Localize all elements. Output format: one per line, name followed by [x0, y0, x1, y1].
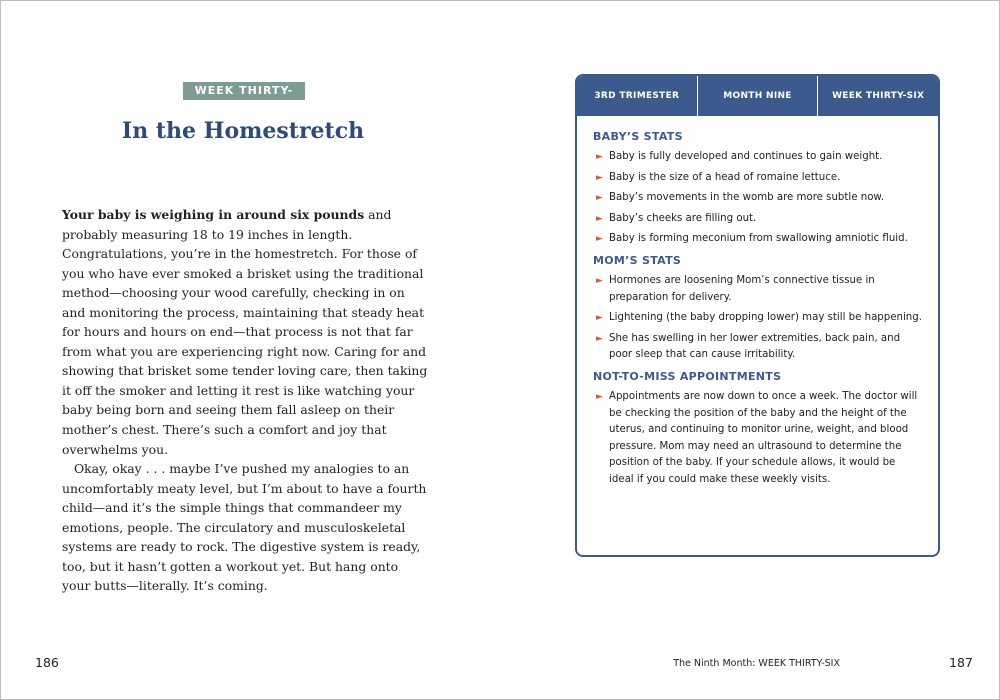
bullet-arrow-icon: ►	[596, 152, 603, 162]
appointments-heading: NOT-TO-MISS APPOINTMENTS	[593, 369, 782, 383]
tab-week: WEEK THIRTY-SIX	[832, 91, 925, 101]
paragraph-2: Okay, okay . . . maybe I’ve pushed my analogies to an uncomfortably meaty level, but I’m about to have a fourth child—and it’s the simple things that commandeer my emotions, people. The circulatory and musculoskeletal systems are ready to rock. The digestive system is ready, too, but it hasn’t gotten a workout yet. But hang onto your butts—literally. It’s coming.	[62, 461, 427, 594]
paragraph-1-text: and probably measuring 18 to 19 inches in length. Congratulations, you’re in the homestretch. For those of you who have ever smoked a brisket using the traditional method—choosing your wood carefully, checking in on and monitoring the process, maintaining that steady heat for hours and hours on end—that process is not that far from what you are experiencing right now. Caring for and showing that brisket some tender loving care, then taking it off the smoker and letting it rest is like watching your baby being born and seeing them fall asleep on their mother’s chest. There’s such a comfort and joy that overwhelms you.	[62, 207, 428, 457]
week-tag: WEEK THIRTY-SIX	[183, 82, 305, 100]
lede-text: Your baby is weighing in around six pounds	[62, 207, 365, 222]
list-item: ► Hormones are loosening Mom’s connective tissue in preparation for delivery.	[596, 274, 875, 303]
list-item: ► Baby is the size of a head of romaine lettuce.	[593, 170, 922, 187]
list-item: ► Baby is fully developed and continues to gain weight.	[593, 149, 922, 166]
bullet-arrow-icon: ►	[596, 193, 603, 204]
list-item: ► Lightening (the baby dropping lower) may still be happening.	[593, 310, 922, 327]
list-item: ► She has swelling in her lower extremities, back pain, and poor sleep that can cause irritability.	[596, 332, 901, 361]
bullet-arrow-icon: ►	[596, 275, 603, 286]
tab-trimester: 3RD TRIMESTER	[577, 76, 698, 116]
mom-stats-heading: MOM’S STATS	[593, 253, 682, 267]
bullet-arrow-icon: ►	[596, 313, 603, 324]
appointments-list	[593, 389, 922, 489]
baby-stats-heading: BABY’S STATS	[593, 130, 683, 143]
bullet-arrow-icon: ►	[596, 391, 603, 402]
stats-content	[577, 116, 938, 489]
bullet-arrow-icon: ►	[596, 213, 603, 224]
list-item: ► Baby’s cheeks are filling out.	[593, 211, 922, 228]
bullet-arrow-icon: ►	[596, 234, 603, 245]
list-item: ► Appointments are now down to once a week. The doctor will be checking the position of the baby and the height of the uterus, and continuing to monitor urine, weight, and blood pressure. Mom may need an ultrasound to determine the position of the baby. If your schedule allows, it would be ideal if you could make these weekly visits.	[596, 390, 918, 485]
tab-bar	[577, 76, 938, 116]
page-number-right: 187	[949, 655, 973, 670]
paragraph-1	[62, 205, 430, 459]
bullet-arrow-icon: ►	[596, 333, 603, 344]
baby-stats-list	[593, 149, 922, 248]
page-number-left: 186	[35, 655, 59, 670]
bullet-arrow-icon: ►	[596, 172, 603, 183]
body-text	[62, 205, 430, 596]
list-item: ► Baby’s movements in the womb are more subtle now.	[593, 190, 922, 207]
running-head: The Ninth Month: WEEK THIRTY-SIX	[673, 658, 840, 669]
stats-box	[575, 74, 940, 557]
chapter-title: In the Homestretch	[121, 118, 365, 144]
mom-stats-list	[593, 273, 922, 364]
list-item: ► Baby is forming meconium from swallowing amniotic fluid.	[593, 231, 922, 248]
tab-month: MONTH NINE	[698, 76, 819, 116]
